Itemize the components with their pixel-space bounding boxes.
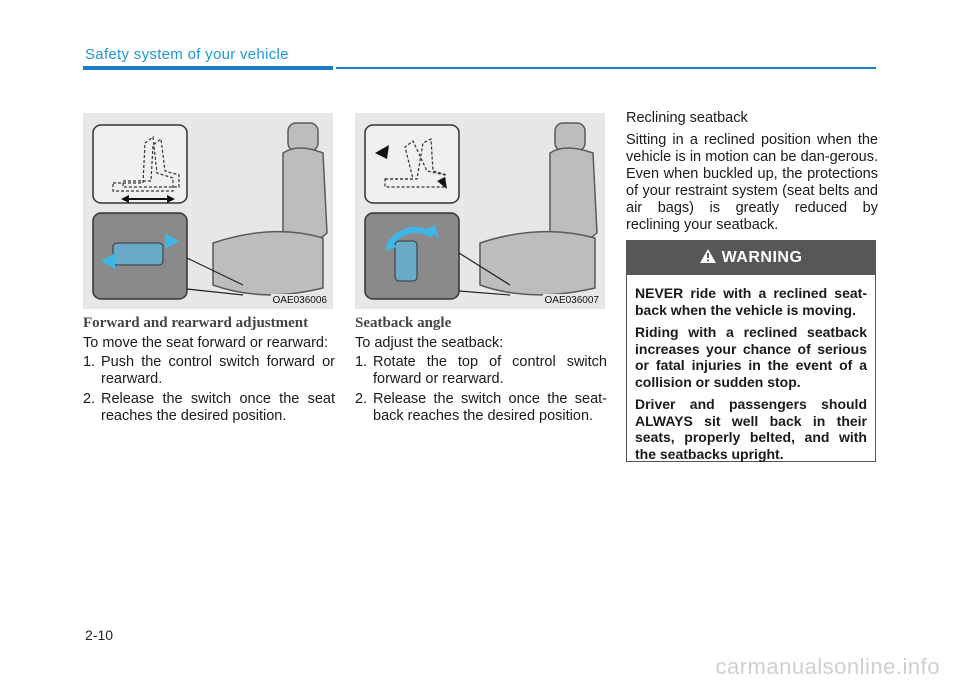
header-rule <box>336 67 876 69</box>
page-number: 2-10 <box>85 627 114 643</box>
section-title: Safety system of your vehicle <box>85 46 289 63</box>
section-heading: Seatback angle <box>355 315 452 331</box>
header-accent-bar <box>83 66 333 70</box>
intro-text: To adjust the seatback: <box>355 335 504 351</box>
forward-rearward-section <box>83 315 335 428</box>
seatback-recline-illustration <box>355 113 605 309</box>
seat-cushion <box>480 232 595 295</box>
seat-slide-illustration <box>83 113 333 309</box>
warning-box <box>626 240 876 462</box>
warning-body <box>627 275 875 474</box>
warning-paragraph: NEVER ride with a reclined seat-back when the vehicle is moving. <box>635 285 867 318</box>
warning-paragraph: Riding with a reclined seatback increases your chance of serious or fatal injuries in the event of a collision or sudden stop. <box>635 324 867 390</box>
body-text: Sitting in a reclined position when the vehicle is in motion can be dan-gerous. Even when buckled up, the protections of your restraint system (seat belts and air bags) is greatly reduced by reclining your seatback. <box>626 132 878 233</box>
step-text: Push the control switch forward or rearward. <box>101 354 335 387</box>
intro-text: To move the seat forward or rearward: <box>83 335 328 351</box>
seat-slide-figure <box>83 113 333 309</box>
step-number: 1. <box>83 354 96 370</box>
subsection-title: Reclining seatback <box>626 110 748 126</box>
warning-header <box>627 241 875 275</box>
list-item <box>83 354 335 388</box>
seatback <box>550 148 597 243</box>
section-heading: Forward and rearward adjustment <box>83 315 309 331</box>
step-number: 1. <box>355 354 368 370</box>
list-item <box>83 391 335 425</box>
seatback-angle-section <box>355 315 607 428</box>
warning-label: WARNING <box>721 249 803 266</box>
list-item <box>355 354 607 388</box>
warning-paragraph: Driver and passengers should ALWAYS sit well back in their seats, properly belted, and with the seatbacks upright. <box>635 396 867 462</box>
seat-position-inset <box>365 125 459 203</box>
step-text: Rotate the top of control switch forward or rearward. <box>373 354 607 387</box>
list-item <box>355 391 607 425</box>
seat-cushion <box>213 232 323 295</box>
step-number: 2. <box>355 391 368 407</box>
figure-code: OAE036006 <box>272 295 327 306</box>
warning-triangle-icon <box>700 249 716 268</box>
headrest <box>288 123 318 151</box>
watermark: carmanualsonline.info <box>715 654 940 679</box>
headrest <box>555 123 585 151</box>
step-text: Release the switch once the seat-back reaches the desired position. <box>373 391 607 424</box>
seatback <box>283 148 327 243</box>
reclining-section <box>626 110 878 239</box>
seatback-angle-figure <box>355 113 605 309</box>
step-text: Release the switch once the seat reaches the desired position. <box>101 391 335 424</box>
step-number: 2. <box>83 391 96 407</box>
figure-code: OAE036007 <box>544 295 599 306</box>
